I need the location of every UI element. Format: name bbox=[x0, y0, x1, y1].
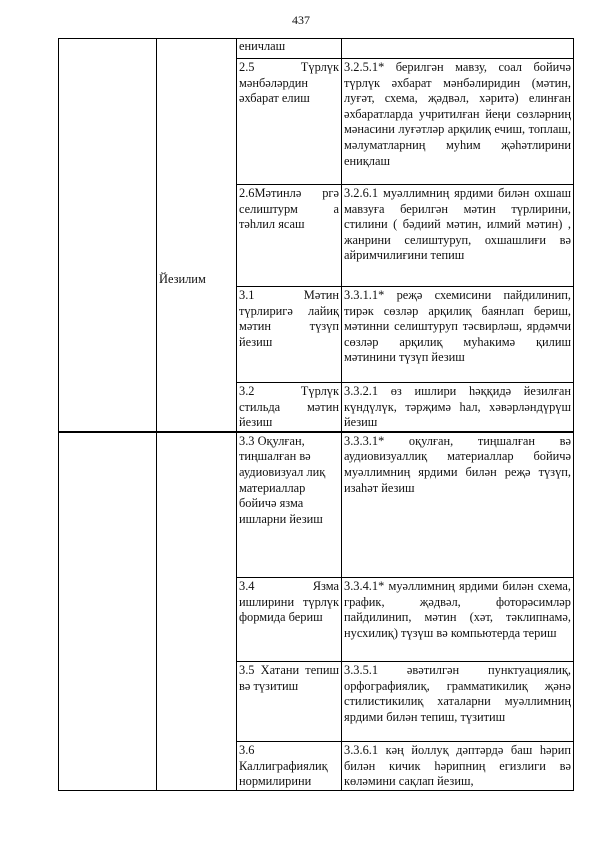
topic-cell: 3.6 Каллиграфиялиқ нормилирини bbox=[237, 742, 342, 791]
topic-cell: еничлаш bbox=[237, 39, 342, 59]
outcome-cell: 3.3.2.1 өз ишлири һәққидә йезилған күндүлүк, тәрҗимә һал, хәвәрләндүрүш йезиш bbox=[342, 383, 574, 432]
section-label-cell bbox=[157, 39, 237, 432]
topic-cell: 3.3 Оқулған, тиңшалған вә аудиовизуал лиқ материаллар бойичә язма ишларни йезиш bbox=[237, 432, 342, 578]
topic-cell: 3.1 Мәтин түрлиригә лайиқ мәтин түзүп йезиш bbox=[237, 287, 342, 383]
curriculum-table bbox=[58, 38, 574, 791]
outcome-cell bbox=[342, 39, 574, 59]
topic-cell: 3.5 Хатани тепиш вә түзитиш bbox=[237, 662, 342, 742]
topic-cell: 2.5 Түрлүк мәнбәләрдин әхбарат елиш bbox=[237, 59, 342, 185]
outcome-cell: 3.3.3.1* оқулған, тиңшалған вә аудиовизуаллиқ материаллар бойичә муәллимниң ярдими билән реҗә түзүп, изаһәт йезиш bbox=[342, 432, 574, 578]
topic-cell: 3.4 Язма ишлирини түрлүк формида бериш bbox=[237, 578, 342, 662]
outcome-cell: 3.2.6.1 муәллимниң ярдими билән охшаш мавзуға берилгән мәтин түрлирини, стилини ( бәдиий мәтин, илмий мәтин) , жанрини селиштуруп, охшашлиғи вә айримчилиғини тепиш bbox=[342, 185, 574, 287]
grade-cell bbox=[59, 39, 157, 432]
topic-cell: 3.2 Түрлүк стильда мәтин йезиш bbox=[237, 383, 342, 432]
outcome-cell: 3.3.4.1* муәллимниң ярдими билән схема, график, җәдвәл, фоторәсимләр пайдилинип, мәтин (хәт, тәклипнамә, нусхилиқ) түзүш вә компьютерда териш bbox=[342, 578, 574, 662]
topic-cell: 2.6Мәтинлә ргә селиштурм а тәһлил ясаш bbox=[237, 185, 342, 287]
grade-cell bbox=[59, 432, 157, 791]
section-label-cell bbox=[157, 432, 237, 791]
table-row bbox=[59, 39, 574, 59]
table-row bbox=[59, 432, 574, 578]
section-label: Йезилим bbox=[159, 272, 206, 286]
page-number: 437 bbox=[292, 13, 310, 27]
outcome-cell: 3.2.5.1* берилгән мавзу, соал бойичә түрлүк әхбарат мәнбәлиридин (мәтин, луғәт, схема, җәдвәл, хәритә) елинған әхбаратларда учритилған йеңи сөзләрниң мәнасини луғәтләр арқилиқ ечиш, топлаш, мәлуматларниң муһим җәһәтлирини ениқлаш bbox=[342, 59, 574, 185]
outcome-cell: 3.3.5.1 әвәтилгән пунктуациялиқ, орфографиялиқ, грамматикилиқ җәнә стилистикилиқ хаталарни муәллимниң ярдими билән тепиш, түзитиш bbox=[342, 662, 574, 742]
outcome-cell: 3.3.1.1* реҗә схемисини пайдилинип, тирәк сөзләр арқилиқ баянлап бериш, мәтинни селиштуруп тәсвирләш, ярдәмчи сөзләр арқилиқ муһакимә қилиш мәтинини түзүп йезиш bbox=[342, 287, 574, 383]
outcome-cell: 3.3.6.1 кәң йоллуқ дәптәрдә баш һәрип билән кичик һәрипниң егизлиги вә көләмини сақлап йезиш, bbox=[342, 742, 574, 791]
